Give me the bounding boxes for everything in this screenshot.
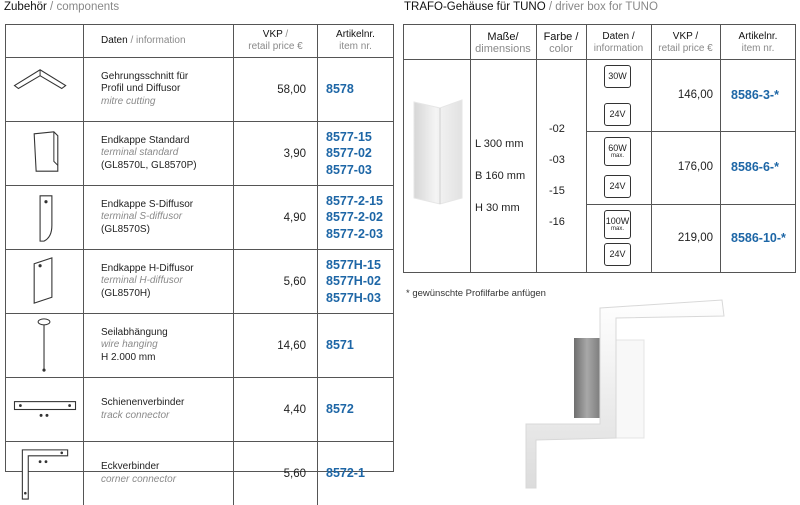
article-numbers	[318, 378, 393, 441]
header-dimensions: Maße/ dimensions	[475, 31, 531, 55]
dimension-value: L 300 mm	[475, 138, 524, 150]
driver-box-icon	[410, 98, 466, 206]
table-row	[6, 185, 393, 249]
dimensions-list	[475, 128, 525, 224]
info-de: Seilabhängung	[101, 326, 168, 338]
corner-connector-icon	[6, 442, 84, 505]
table-row	[6, 121, 393, 185]
retail-price: 5,60	[234, 250, 318, 313]
article-numbers	[318, 58, 393, 121]
article-numbers	[318, 442, 393, 505]
retail-price: 5,60	[234, 442, 318, 505]
product-thumbnail	[6, 442, 84, 505]
dimension-value: B 160 mm	[475, 170, 526, 182]
track-connector-icon	[6, 378, 84, 441]
article-number: 8577-2-02	[326, 210, 383, 225]
color-code: -02	[549, 123, 565, 135]
info-en: mitre cutting	[101, 95, 156, 107]
mitre-cut-icon	[6, 58, 84, 121]
section-title-components: Zubehör / components	[4, 1, 120, 13]
product-thumbnail	[6, 250, 84, 313]
article-number: 8577-2-03	[326, 226, 383, 241]
article-number: 8586-3-*	[731, 88, 779, 102]
endcap-s-diffusor-icon	[6, 186, 84, 249]
table-row	[6, 57, 393, 121]
info-de: Gehrungsschnitt für	[101, 70, 189, 82]
color-list	[549, 114, 565, 238]
info-de: Endkappe Standard	[101, 134, 190, 146]
color-code: -16	[549, 216, 565, 228]
table-row	[6, 377, 393, 441]
article-number: 8586-10-*	[731, 230, 786, 245]
retail-price: 3,90	[234, 122, 318, 185]
info-de: (GL8570H)	[101, 287, 151, 299]
header-color: Farbe / color	[543, 31, 579, 55]
retail-price: 219,00	[677, 231, 713, 244]
retail-price: 176,00	[677, 161, 713, 173]
product-thumbnail	[6, 314, 84, 377]
product-thumbnail	[6, 58, 84, 121]
tuno-lamp-photo	[516, 296, 746, 494]
retail-price: 58,00	[234, 58, 318, 121]
power-badge: 60W max.	[604, 137, 631, 166]
product-thumbnail	[6, 186, 84, 249]
article-number: 8577H-15	[326, 257, 381, 272]
components-table	[5, 24, 394, 485]
product-info	[84, 314, 234, 377]
article-number: 8572-1	[326, 466, 365, 481]
product-info	[84, 442, 234, 505]
info-en: track connector	[101, 409, 170, 421]
info-de: H 2.000 mm	[101, 351, 156, 363]
info-de: (GL8570S)	[101, 223, 150, 235]
voltage-badge: 24V	[604, 243, 631, 266]
product-info	[84, 58, 234, 121]
components-table-header	[6, 25, 393, 57]
voltage-badge: 24V	[604, 175, 631, 198]
product-info	[84, 186, 234, 249]
product-info	[84, 378, 234, 441]
wire-hanging-icon	[6, 314, 84, 377]
info-de: Endkappe S-Diffusor	[101, 198, 194, 210]
article-numbers	[318, 250, 393, 313]
header-article: Artikelnr. item nr.	[738, 31, 778, 54]
info-de: Profil und Diffusor	[101, 83, 181, 95]
header-info: Daten / information	[84, 25, 234, 57]
retail-price: 14,60	[234, 314, 318, 377]
color-code: -03	[549, 154, 565, 166]
product-info	[84, 122, 234, 185]
article-numbers	[318, 314, 393, 377]
info-de: Endkappe H-Diffusor	[101, 262, 194, 274]
header-price: VKP / retail price €	[658, 31, 713, 54]
dimension-value: H 30 mm	[475, 202, 520, 214]
product-thumbnail	[6, 122, 84, 185]
article-numbers	[318, 186, 393, 249]
retail-price: 4,40	[234, 378, 318, 441]
info-en: terminal S-diffusor	[101, 211, 183, 223]
header-price: VKP / retail price €	[234, 25, 318, 57]
section-title-driver-box: TRAFO-Gehäuse für TUNO / driver box for TUNO	[404, 1, 658, 13]
table-row	[6, 313, 393, 377]
product-info	[84, 250, 234, 313]
product-thumbnail	[6, 378, 84, 441]
article-number: 8572	[326, 402, 354, 417]
info-de: Eckverbinder	[101, 461, 160, 472]
article-number: 8571	[326, 338, 354, 353]
article-number: 8577H-03	[326, 290, 381, 305]
header-article: Artikelnr. item nr.	[336, 29, 375, 52]
footnote: * gewünschte Profilfarbe anfügen	[406, 288, 546, 299]
endcap-standard-icon	[6, 122, 84, 185]
article-number: 8577-2-15	[326, 193, 383, 208]
article-number: 8578	[326, 82, 354, 97]
info-en: terminal standard	[101, 147, 179, 159]
article-number: 8577H-02	[326, 274, 381, 289]
info-de: Schienenverbinder	[101, 397, 185, 408]
header-info: Daten / information	[593, 31, 644, 54]
article-number: 8577-15	[326, 129, 372, 144]
info-en: corner connector	[101, 473, 177, 485]
article-number: 8586-6-*	[731, 160, 779, 174]
table-row	[6, 441, 393, 505]
retail-price: 4,90	[234, 186, 318, 249]
power-badge: 100W max.	[604, 210, 631, 239]
article-numbers	[318, 122, 393, 185]
info-en: terminal H-diffusor	[101, 275, 183, 287]
table-row	[6, 249, 393, 313]
info-de: (GL8570L, GL8570P)	[101, 159, 197, 171]
endcap-h-diffusor-icon	[6, 250, 84, 313]
color-code: -15	[549, 185, 565, 197]
power-badge: 30W	[604, 65, 631, 88]
voltage-badge: 24V	[604, 103, 631, 126]
article-number: 8577-02	[326, 146, 372, 161]
article-number: 8577-03	[326, 162, 372, 177]
retail-price: 146,00	[677, 89, 713, 101]
info-en: wire hanging	[101, 339, 158, 351]
